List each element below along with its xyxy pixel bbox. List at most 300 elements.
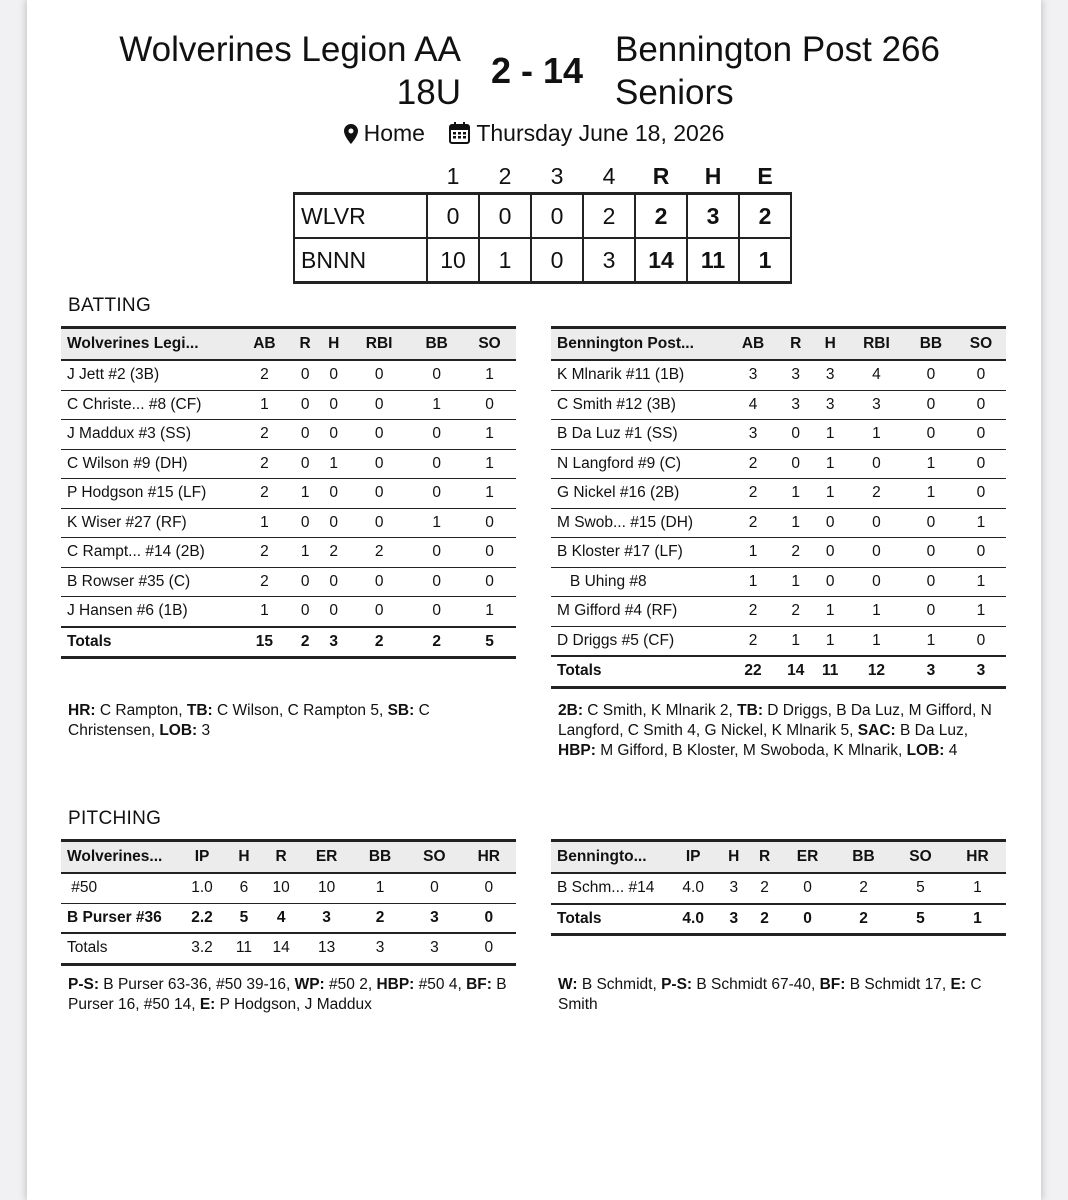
stat-value: 0 xyxy=(410,449,463,479)
errors-total: 1 xyxy=(739,238,791,283)
stat-value: 10 xyxy=(300,873,352,903)
stat-value: 0 xyxy=(847,508,906,538)
player-row xyxy=(61,873,516,903)
stat-value: 0 xyxy=(410,597,463,627)
stat-value: 2 xyxy=(728,508,778,538)
hits-header: H xyxy=(704,162,722,189)
player-row xyxy=(61,567,516,597)
player-name: M Gifford #4 (RF) xyxy=(551,597,728,627)
inning-header: 1 xyxy=(446,162,460,189)
note-label: P-S: xyxy=(661,976,693,993)
stat-value: 0 xyxy=(906,360,956,390)
stat-value: 0 xyxy=(778,420,813,450)
player-name: C Wilson #9 (DH) xyxy=(61,449,238,479)
stat-value: 0 xyxy=(291,360,320,390)
stat-value: 3 xyxy=(728,360,778,390)
player-name: C Smith #12 (3B) xyxy=(551,390,728,420)
note-label: SB: xyxy=(387,702,415,719)
stat-value: 0 xyxy=(463,390,516,420)
stat-value: 1 xyxy=(813,479,847,509)
stat-value: 2 xyxy=(238,538,291,568)
stat-value: 1 xyxy=(463,420,516,450)
stat-column-header: BB xyxy=(835,841,892,874)
player-name: G Nickel #16 (2B) xyxy=(551,479,728,509)
player-name: P Hodgson #15 (LF) xyxy=(61,479,238,509)
stat-value: 1 xyxy=(728,567,778,597)
player-name: B Uhing #8 xyxy=(551,567,728,597)
stat-value: 0 xyxy=(956,360,1006,390)
inning-header: 3 xyxy=(550,162,564,189)
stat-column-header: RBI xyxy=(847,328,906,361)
stat-value: 0 xyxy=(462,903,516,933)
stat-value: 10 xyxy=(262,873,300,903)
note-text: C Christensen, xyxy=(68,702,430,739)
note-label: BF: xyxy=(819,976,846,993)
stat-value: 0 xyxy=(813,538,847,568)
note-text: B Da Luz, xyxy=(895,722,969,739)
stat-column-header: BB xyxy=(906,328,956,361)
stat-value: 1 xyxy=(906,449,956,479)
totals-value: 5 xyxy=(892,904,949,935)
stat-value: 0 xyxy=(462,873,516,903)
stat-value: 0 xyxy=(956,538,1006,568)
stat-value: 1 xyxy=(291,538,320,568)
player-row xyxy=(551,420,1006,450)
player-row xyxy=(551,449,1006,479)
player-row xyxy=(61,360,516,390)
final-score: 2 - 14 xyxy=(490,50,584,91)
inning-score: 10 xyxy=(427,238,479,283)
stat-value: 1 xyxy=(956,597,1006,627)
pitching-section-title: PITCHING xyxy=(68,808,162,829)
stat-value: 0 xyxy=(906,508,956,538)
stat-value: 0 xyxy=(906,390,956,420)
stat-value: 0 xyxy=(319,567,348,597)
note-label: HBP: xyxy=(376,976,415,993)
note-text: C Wilson, C Rampton 5, xyxy=(212,702,388,719)
stat-value: 0 xyxy=(956,390,1006,420)
stat-value: 0 xyxy=(813,508,847,538)
stat-value: 1 xyxy=(291,479,320,509)
stat-column-header: IP xyxy=(668,841,718,874)
stat-column-header: H xyxy=(718,841,749,874)
stat-value: 3 xyxy=(718,873,749,904)
stat-value: 0 xyxy=(410,420,463,450)
stats-header-row xyxy=(61,328,516,361)
stat-value: 5 xyxy=(226,903,262,933)
stat-value: 3 xyxy=(728,420,778,450)
stat-value: 1 xyxy=(778,508,813,538)
stat-value: 3 xyxy=(813,390,847,420)
stat-value: 0 xyxy=(348,567,410,597)
totals-value: 3 xyxy=(353,933,407,964)
totals-value: 3 xyxy=(407,933,461,964)
linescore-team: WLVR xyxy=(294,194,427,239)
player-name: #50 xyxy=(61,873,178,903)
player-name: K Mlnarik #11 (1B) xyxy=(551,360,728,390)
batting-section-title: BATTING xyxy=(68,295,152,316)
stat-value: 2.2 xyxy=(178,903,226,933)
stat-value: 3 xyxy=(778,390,813,420)
linescore-header-row xyxy=(294,160,791,194)
totals-value: 14 xyxy=(778,656,813,687)
totals-value: 3.2 xyxy=(178,933,226,964)
stat-value: 0 xyxy=(319,390,348,420)
stat-value: 1 xyxy=(813,626,847,656)
stat-value: 2 xyxy=(728,597,778,627)
stat-value: 0 xyxy=(956,626,1006,656)
stat-column-header: R xyxy=(291,328,320,361)
stat-column-header: H xyxy=(813,328,847,361)
totals-label: Totals xyxy=(551,656,728,687)
pitching-table-away xyxy=(61,839,516,966)
totals-row xyxy=(61,933,516,964)
stat-value: 1 xyxy=(728,538,778,568)
stat-value: 0 xyxy=(906,597,956,627)
totals-row xyxy=(61,627,516,658)
player-name: N Langford #9 (C) xyxy=(551,449,728,479)
stat-value: 1 xyxy=(813,420,847,450)
runs-total: 2 xyxy=(635,194,687,239)
totals-value: 3 xyxy=(956,656,1006,687)
totals-value: 13 xyxy=(300,933,352,964)
note-label: WP: xyxy=(294,976,325,993)
stat-value: 0 xyxy=(291,597,320,627)
stat-value: 0 xyxy=(463,508,516,538)
note-label: P-S: xyxy=(68,976,99,993)
totals-label: Totals xyxy=(61,627,238,658)
totals-value: 3 xyxy=(906,656,956,687)
stat-column-header: BB xyxy=(353,841,407,874)
player-row xyxy=(551,626,1006,656)
stat-value: 1 xyxy=(238,390,291,420)
player-row xyxy=(551,538,1006,568)
totals-value: 11 xyxy=(226,933,262,964)
stat-value: 2 xyxy=(847,479,906,509)
stat-value: 1 xyxy=(778,479,813,509)
note-label: LOB: xyxy=(159,722,198,739)
player-row xyxy=(551,479,1006,509)
stat-value: 2 xyxy=(835,873,892,904)
stat-value: 1 xyxy=(847,420,906,450)
linescore-table xyxy=(293,160,792,284)
stat-value: 1 xyxy=(238,508,291,538)
batting-table-away xyxy=(61,326,516,659)
batting-notes-away xyxy=(68,701,488,741)
stat-value: 0 xyxy=(778,449,813,479)
stat-value: 4.0 xyxy=(668,873,718,904)
stat-value: 1 xyxy=(949,873,1006,904)
stat-value: 0 xyxy=(407,873,461,903)
stat-value: 0 xyxy=(906,538,956,568)
stat-value: 0 xyxy=(348,390,410,420)
runs-total: 14 xyxy=(635,238,687,283)
player-row xyxy=(551,567,1006,597)
stat-value: 2 xyxy=(238,449,291,479)
stat-value: 2 xyxy=(238,420,291,450)
stat-value: 1 xyxy=(238,597,291,627)
stat-value: 1 xyxy=(906,626,956,656)
stat-value: 1 xyxy=(813,597,847,627)
inning-header: 4 xyxy=(602,162,616,189)
stat-value: 2 xyxy=(728,449,778,479)
player-row xyxy=(61,420,516,450)
map-pin-icon xyxy=(344,124,358,144)
away-team-name xyxy=(41,28,461,114)
stat-column-header: RBI xyxy=(348,328,410,361)
inning-score: 0 xyxy=(479,194,531,239)
note-text: B Schmidt 67-40, xyxy=(692,976,820,993)
totals-value: 14 xyxy=(262,933,300,964)
stat-value: 0 xyxy=(847,567,906,597)
totals-value: 1 xyxy=(949,904,1006,935)
stat-value: 0 xyxy=(410,567,463,597)
totals-value: 0 xyxy=(462,933,516,964)
stat-value: 3 xyxy=(813,360,847,390)
location-text: Home xyxy=(363,120,425,146)
totals-value: 2 xyxy=(835,904,892,935)
pitching-notes-away xyxy=(68,975,518,1015)
hits-total: 3 xyxy=(687,194,739,239)
player-name: C Christe... #8 (CF) xyxy=(61,390,238,420)
player-name: B Kloster #17 (LF) xyxy=(551,538,728,568)
stat-column-header: SO xyxy=(463,328,516,361)
player-name: B Purser #36 xyxy=(61,903,178,933)
inning-score: 0 xyxy=(427,194,479,239)
stat-value: 0 xyxy=(348,508,410,538)
note-label: TB: xyxy=(737,702,763,719)
inning-score: 2 xyxy=(583,194,635,239)
stat-value: 1 xyxy=(410,508,463,538)
linescore-team: BNNN xyxy=(294,238,427,283)
stat-value: 1 xyxy=(813,449,847,479)
stat-value: 0 xyxy=(956,479,1006,509)
totals-value: 4.0 xyxy=(668,904,718,935)
player-row xyxy=(61,508,516,538)
stat-value: 1 xyxy=(463,360,516,390)
stat-column-header: AB xyxy=(728,328,778,361)
stat-value: 0 xyxy=(780,873,835,904)
stat-value: 1 xyxy=(463,449,516,479)
stat-value: 0 xyxy=(348,597,410,627)
home-team-line2: Seniors xyxy=(615,73,734,112)
note-label: SAC: xyxy=(857,722,896,739)
stat-value: 0 xyxy=(410,479,463,509)
stat-column-header: HR xyxy=(949,841,1006,874)
boxscore-page xyxy=(27,0,1041,1200)
note-label: LOB: xyxy=(906,742,945,759)
stat-column-header: SO xyxy=(407,841,461,874)
stat-value: 5 xyxy=(892,873,949,904)
stat-value: 1 xyxy=(778,626,813,656)
stat-value: 0 xyxy=(906,420,956,450)
player-row xyxy=(551,390,1006,420)
note-label: TB: xyxy=(186,702,213,719)
note-text: C Smith xyxy=(558,976,982,1013)
note-text: C Smith, K Mlnarik 2, xyxy=(582,702,738,719)
inning-score: 0 xyxy=(531,194,583,239)
note-text: D Driggs, B Da Luz, M Gifford, N Langford, C Smith 4, G Nickel, K Mlnarik 5, xyxy=(558,702,992,739)
stat-value: 0 xyxy=(291,567,320,597)
totals-value: 12 xyxy=(847,656,906,687)
stat-value: 0 xyxy=(410,538,463,568)
stat-column-header: ER xyxy=(300,841,352,874)
stat-value: 1 xyxy=(463,479,516,509)
away-team-line2: 18U xyxy=(396,73,461,112)
note-text: B Purser 16, #50 14, xyxy=(68,976,507,1013)
inning-score: 0 xyxy=(531,238,583,283)
errors-header: E xyxy=(757,162,773,189)
totals-value: 22 xyxy=(728,656,778,687)
stat-value: 1 xyxy=(319,449,348,479)
stat-column-header: R xyxy=(262,841,300,874)
stat-value: 0 xyxy=(463,567,516,597)
stat-value: 3 xyxy=(407,903,461,933)
player-row xyxy=(61,597,516,627)
stat-value: 0 xyxy=(410,360,463,390)
stat-value: 3 xyxy=(847,390,906,420)
player-name: B Rowser #35 (C) xyxy=(61,567,238,597)
totals-value: 11 xyxy=(813,656,847,687)
stat-value: 0 xyxy=(291,420,320,450)
stat-value: 1 xyxy=(463,597,516,627)
stat-column-header: ER xyxy=(780,841,835,874)
stat-value: 2 xyxy=(238,479,291,509)
linescore-row-home xyxy=(294,238,791,283)
note-label: 2B: xyxy=(558,702,583,719)
date-text: Thursday June 18, 2026 xyxy=(476,120,725,146)
game-meta xyxy=(27,120,1041,147)
stat-value: 0 xyxy=(291,449,320,479)
inning-score: 3 xyxy=(583,238,635,283)
stat-column-header: SO xyxy=(892,841,949,874)
totals-row xyxy=(551,656,1006,687)
location xyxy=(344,120,432,146)
hits-total: 11 xyxy=(687,238,739,283)
stat-value: 1 xyxy=(956,508,1006,538)
stat-value: 2 xyxy=(728,626,778,656)
away-team-line1: Wolverines Legion AA xyxy=(119,30,461,69)
home-team-name xyxy=(615,28,1035,114)
totals-value: 5 xyxy=(463,627,516,658)
game-date xyxy=(449,120,724,146)
note-text: B Schmidt, xyxy=(577,976,662,993)
note-label: HBP: xyxy=(558,742,596,759)
stat-value: 4 xyxy=(847,360,906,390)
player-name: B Schm... #14 xyxy=(551,873,668,904)
player-row xyxy=(61,449,516,479)
stat-value: 0 xyxy=(847,449,906,479)
stat-value: 0 xyxy=(319,360,348,390)
stat-value: 4 xyxy=(262,903,300,933)
stat-value: 2 xyxy=(778,597,813,627)
note-label: W: xyxy=(558,976,578,993)
stat-value: 1 xyxy=(847,597,906,627)
stat-value: 1 xyxy=(906,479,956,509)
stat-value: 0 xyxy=(291,508,320,538)
game-header xyxy=(27,28,1041,118)
stat-value: 0 xyxy=(348,360,410,390)
player-row xyxy=(551,360,1006,390)
stat-value: 0 xyxy=(319,597,348,627)
stat-value: 0 xyxy=(956,449,1006,479)
team-column-header: Benningto... xyxy=(551,841,668,874)
linescore-team-header xyxy=(294,160,427,194)
player-row xyxy=(551,873,1006,904)
linescore-row-away xyxy=(294,194,791,239)
note-text: B Schmidt 17, xyxy=(845,976,951,993)
totals-value: 3 xyxy=(718,904,749,935)
totals-value: 2 xyxy=(410,627,463,658)
stat-value: 0 xyxy=(847,538,906,568)
stat-column-header: IP xyxy=(178,841,226,874)
totals-value: 3 xyxy=(319,627,348,658)
stat-value: 1 xyxy=(353,873,407,903)
stat-value: 0 xyxy=(463,538,516,568)
totals-value: 2 xyxy=(348,627,410,658)
player-row xyxy=(551,508,1006,538)
totals-label: Totals xyxy=(551,904,668,935)
totals-value: 0 xyxy=(780,904,835,935)
calendar-icon xyxy=(449,122,470,144)
note-text: M Gifford, B Kloster, M Swoboda, K Mlnarik, xyxy=(595,742,907,759)
stat-value: 0 xyxy=(291,390,320,420)
home-team-line1: Bennington Post 266 xyxy=(615,30,940,69)
team-column-header: Bennington Post... xyxy=(551,328,728,361)
inning-score: 1 xyxy=(479,238,531,283)
stat-column-header: SO xyxy=(956,328,1006,361)
player-name: J Maddux #3 (SS) xyxy=(61,420,238,450)
totals-value: 2 xyxy=(749,904,780,935)
stat-value: 2 xyxy=(238,360,291,390)
stat-column-header: R xyxy=(778,328,813,361)
stat-value: 0 xyxy=(348,479,410,509)
stat-value: 0 xyxy=(348,420,410,450)
stat-column-header: AB xyxy=(238,328,291,361)
stat-value: 1 xyxy=(410,390,463,420)
stat-value: 3 xyxy=(300,903,352,933)
stat-value: 6 xyxy=(226,873,262,903)
player-name: C Rampt... #14 (2B) xyxy=(61,538,238,568)
player-name: J Jett #2 (3B) xyxy=(61,360,238,390)
batting-notes-home xyxy=(558,701,1008,761)
stat-value: 0 xyxy=(348,449,410,479)
stat-value: 2 xyxy=(353,903,407,933)
note-text: C Rampton, xyxy=(95,702,187,719)
player-name: M Swob... #15 (DH) xyxy=(551,508,728,538)
stat-value: 2 xyxy=(778,538,813,568)
stat-column-header: H xyxy=(226,841,262,874)
stat-value: 2 xyxy=(348,538,410,568)
player-row xyxy=(61,903,516,933)
stats-header-row xyxy=(551,841,1006,874)
stat-value: 0 xyxy=(813,567,847,597)
note-label: BF: xyxy=(466,976,492,993)
stat-column-header: R xyxy=(749,841,780,874)
totals-row xyxy=(551,904,1006,935)
player-name: D Driggs #5 (CF) xyxy=(551,626,728,656)
player-row xyxy=(61,479,516,509)
note-text: #50 2, xyxy=(324,976,377,993)
player-name: B Da Luz #1 (SS) xyxy=(551,420,728,450)
stat-value: 1.0 xyxy=(178,873,226,903)
stat-value: 2 xyxy=(319,538,348,568)
note-text: 3 xyxy=(197,722,211,739)
note-text: B Purser 63-36, #50 39-16, xyxy=(99,976,295,993)
player-row xyxy=(551,597,1006,627)
stat-column-header: H xyxy=(319,328,348,361)
stat-value: 2 xyxy=(238,567,291,597)
